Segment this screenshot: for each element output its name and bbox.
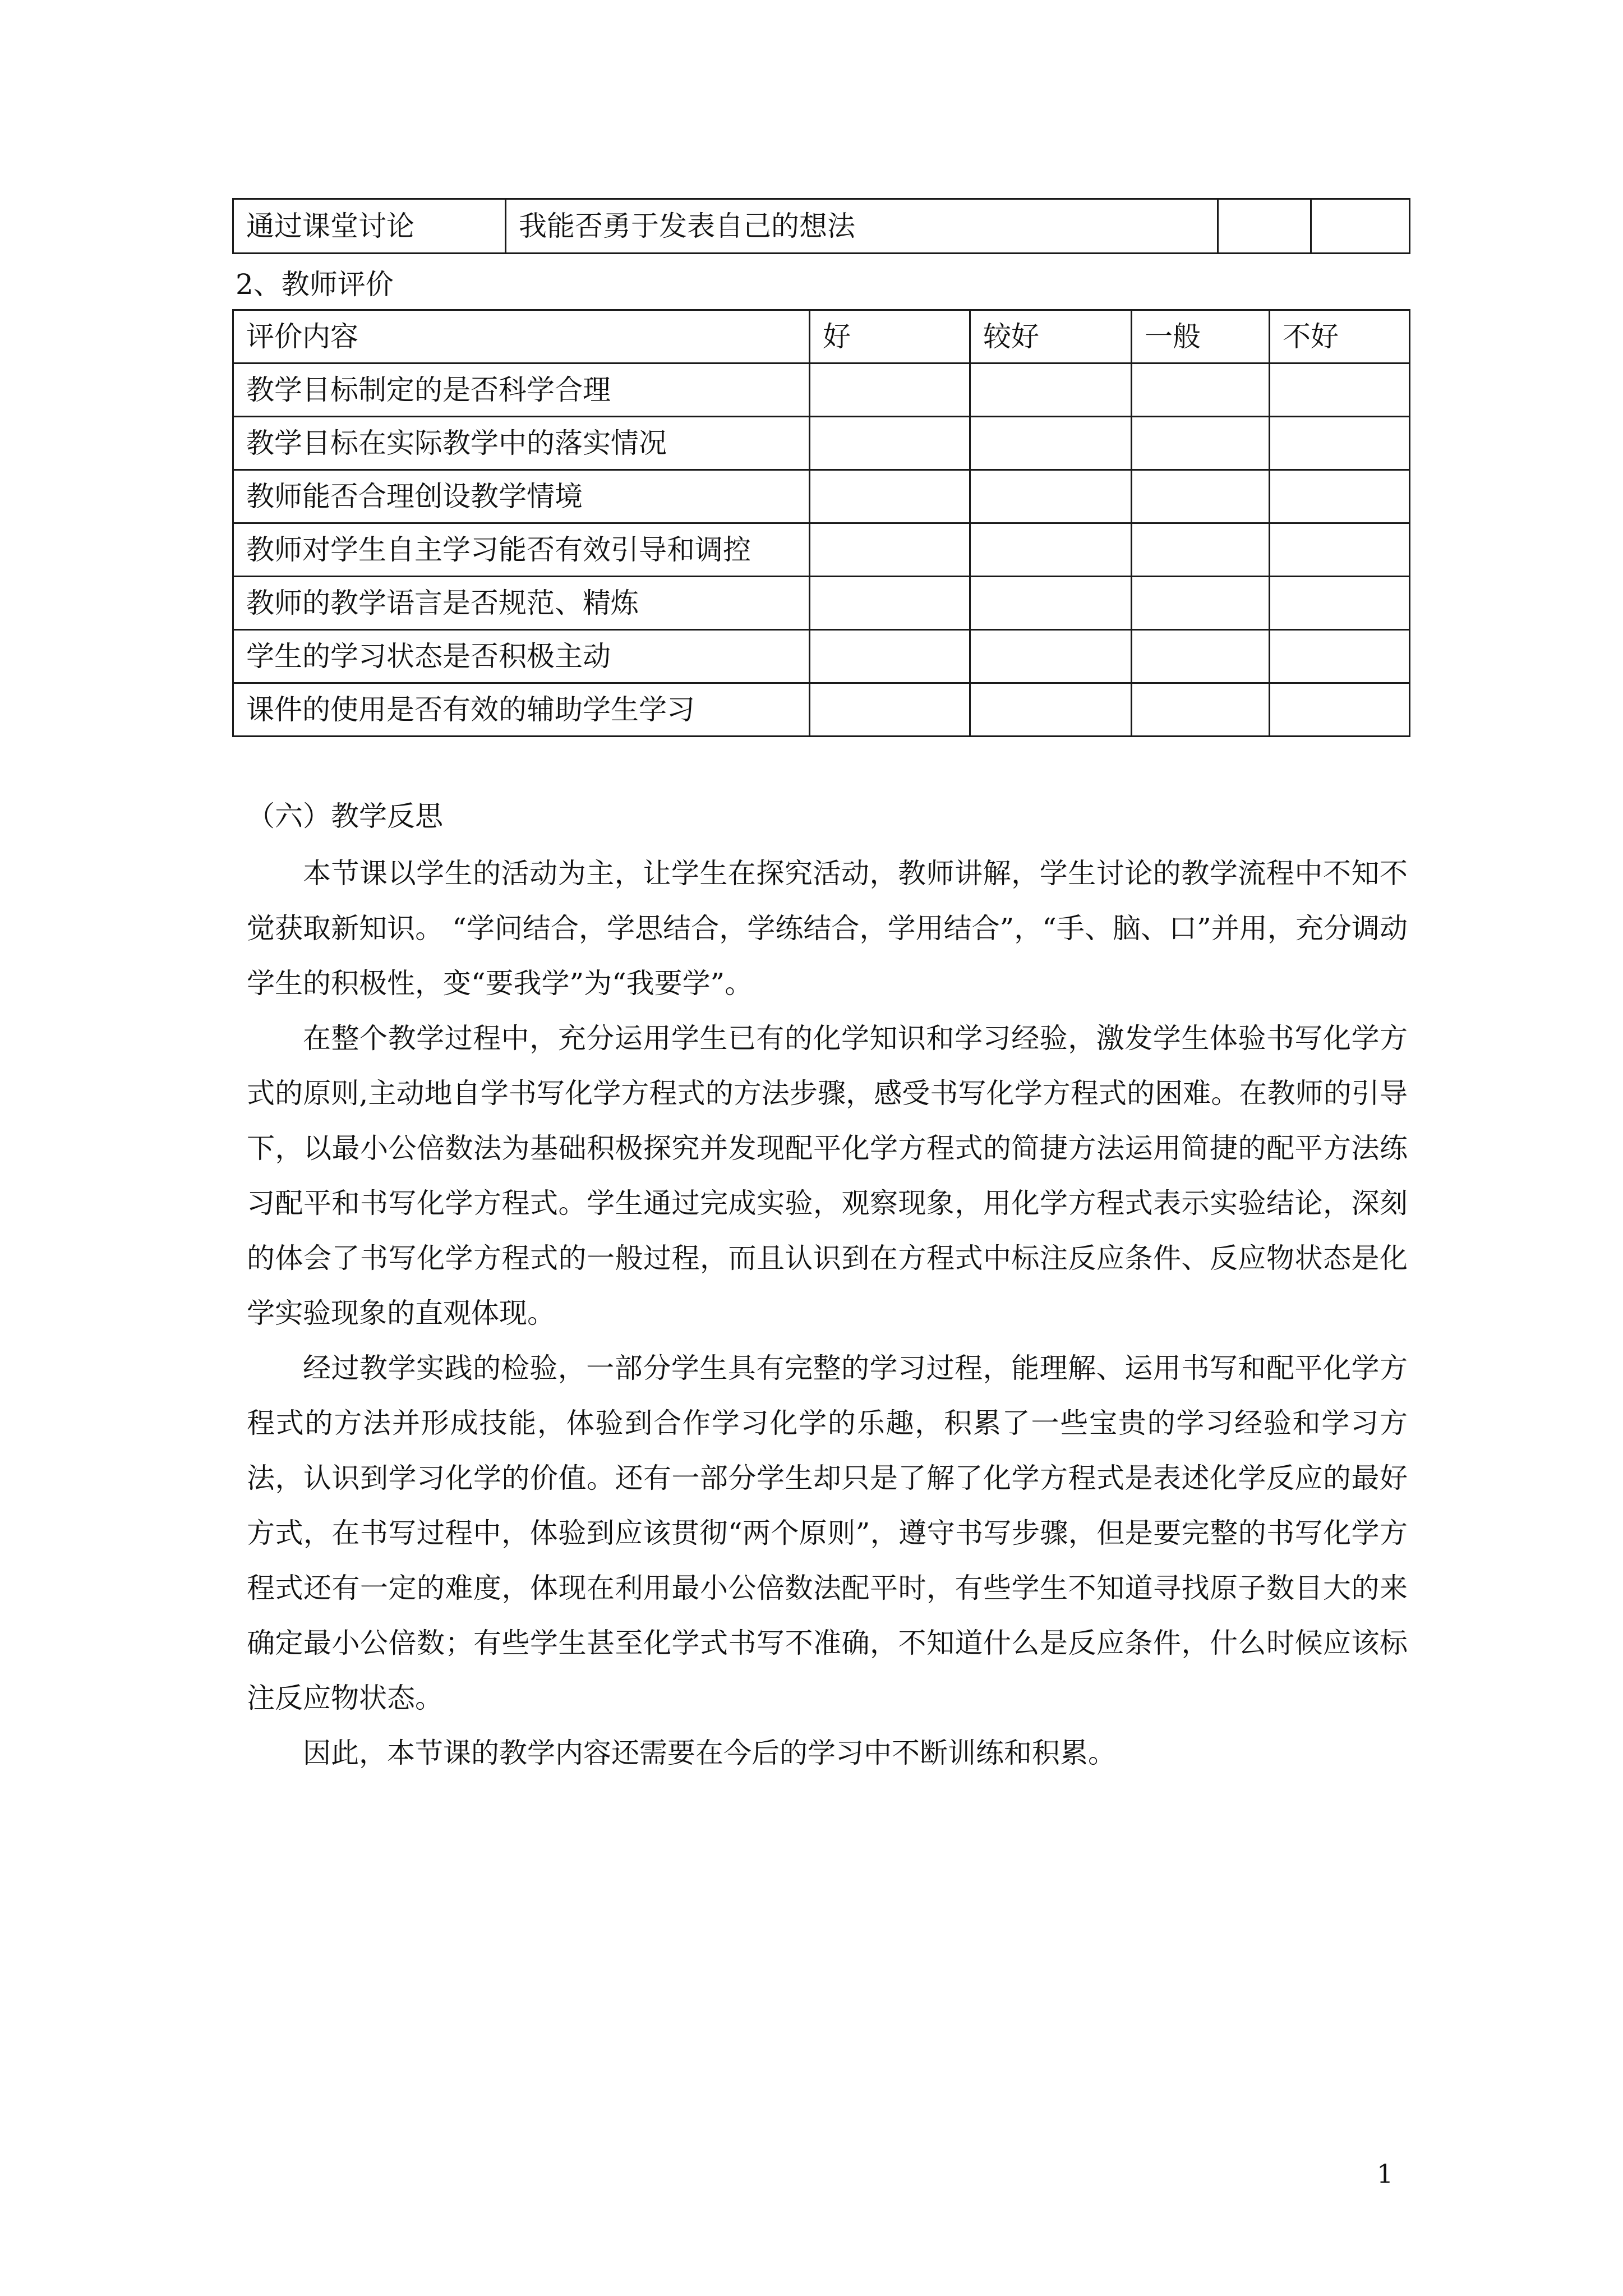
- reflection-paragraph: 经过教学实践的检验，一部分学生具有完整的学习过程，能理解、运用书写和配平化学方程式的方法并形成技能，体验到合作学习化学的乐趣，积累了一些宝贵的学习经验和学习方法，认识到学习化学的价值。还有一部分学生却只是了解了化学方程式是表述化学反应的最好方式，在书写过程中，体验到应该贯彻“两个原则”，遵守书写步骤，但是要完整的书写化学方程式还有一定的难度，体现在利用最小公倍数法配平时，有些学生不知道寻找原子数目大的来确定最小公倍数；有些学生甚至化学式书写不准确，不知道什么是反应条件，什么时候应该标注反应物状态。: [247, 1352, 1408, 1714]
- table-row: [233, 470, 1410, 523]
- rating-cell: [1270, 523, 1410, 577]
- teacher-evaluation-table: [232, 309, 1410, 737]
- self-eval-aspect-cell: 通过课堂讨论: [233, 199, 506, 254]
- rating-cell: [1132, 630, 1270, 683]
- rating-cell: [1270, 577, 1410, 630]
- criterion-cell: 教学目标制定的是否科学合理: [233, 364, 810, 417]
- self-eval-rating-cell: [1218, 199, 1311, 254]
- rating-cell: [1132, 523, 1270, 577]
- header-cell: 一般: [1132, 310, 1270, 364]
- rating-cell: [1132, 364, 1270, 417]
- header-cell: 较好: [970, 310, 1132, 364]
- criterion-cell: 教师能否合理创设教学情境: [233, 470, 810, 523]
- rating-cell: [1270, 364, 1410, 417]
- criterion-cell: 教师的教学语言是否规范、精炼: [233, 577, 810, 630]
- criterion-cell: 教学目标在实际教学中的落实情况: [233, 417, 810, 470]
- rating-cell: [1132, 577, 1270, 630]
- table-row: [233, 417, 1410, 470]
- rating-cell: [970, 417, 1132, 470]
- table-row: [233, 199, 1410, 254]
- reflection-heading: （六）教学反思: [247, 800, 443, 832]
- rating-cell: [970, 683, 1132, 737]
- header-cell: 好: [810, 310, 970, 364]
- reflection-paragraph: 在整个教学过程中，充分运用学生已有的化学知识和学习经验，激发学生体验书写化学方式的原则,主动地自学书写化学方程式的方法步骤，感受书写化学方程式的困难。在教师的引导下，以最小公倍数法为基础积极探究并发现配平化学方程式的简捷方法运用简捷的配平方法练习配平和书写化学方程式。学生通过完成实验，观察现象，用化学方程式表示实验结论，深刻的体会了书写化学方程式的一般过程，而且认识到在方程式中标注反应条件、反应物状态是化学实验现象的直观体现。: [247, 1022, 1408, 1329]
- rating-cell: [970, 364, 1132, 417]
- rating-cell: [810, 630, 970, 683]
- rating-cell: [1270, 683, 1410, 737]
- table-row: [233, 577, 1410, 630]
- rating-cell: [1270, 470, 1410, 523]
- rating-cell: [970, 630, 1132, 683]
- header-cell: 不好: [1270, 310, 1410, 364]
- rating-cell: [1270, 630, 1410, 683]
- self-eval-question-cell: 我能否勇于发表自己的想法: [506, 199, 1218, 254]
- rating-cell: [1132, 417, 1270, 470]
- table-row: [233, 683, 1410, 737]
- rating-cell: [810, 364, 970, 417]
- rating-cell: [810, 417, 970, 470]
- rating-cell: [1132, 470, 1270, 523]
- rating-cell: [810, 523, 970, 577]
- reflection-paragraph: 本节课以学生的活动为主，让学生在探究活动，教师讲解，学生讨论的教学流程中不知不觉获取新知识。 “学问结合，学思结合，学练结合，学用结合”，“手、脑、口”并用，充分调动学生的积极性，变“要我学”为“我要学”。: [247, 857, 1408, 1000]
- criterion-cell: 课件的使用是否有效的辅助学生学习: [233, 683, 810, 737]
- table-row: [233, 523, 1410, 577]
- criterion-cell: 学生的学习状态是否积极主动: [233, 630, 810, 683]
- reflection-paragraph: 因此，本节课的教学内容还需要在今后的学习中不断训练和积累。: [303, 1737, 1116, 1769]
- rating-cell: [970, 577, 1132, 630]
- table-row: [233, 630, 1410, 683]
- rating-cell: [970, 523, 1132, 577]
- criterion-cell: 教师对学生自主学习能否有效引导和调控: [233, 523, 810, 577]
- rating-cell: [1132, 683, 1270, 737]
- rating-cell: [810, 470, 970, 523]
- self-evaluation-table: [232, 198, 1410, 254]
- self-eval-rating-cell: [1311, 199, 1410, 254]
- rating-cell: [810, 577, 970, 630]
- teacher-evaluation-heading: 2、教师评价: [236, 268, 394, 301]
- table-row: [233, 364, 1410, 417]
- rating-cell: [970, 470, 1132, 523]
- page-number: 1: [1377, 2159, 1394, 2189]
- rating-cell: [1270, 417, 1410, 470]
- table-header-row: [233, 310, 1410, 364]
- header-cell: 评价内容: [233, 310, 810, 364]
- rating-cell: [810, 683, 970, 737]
